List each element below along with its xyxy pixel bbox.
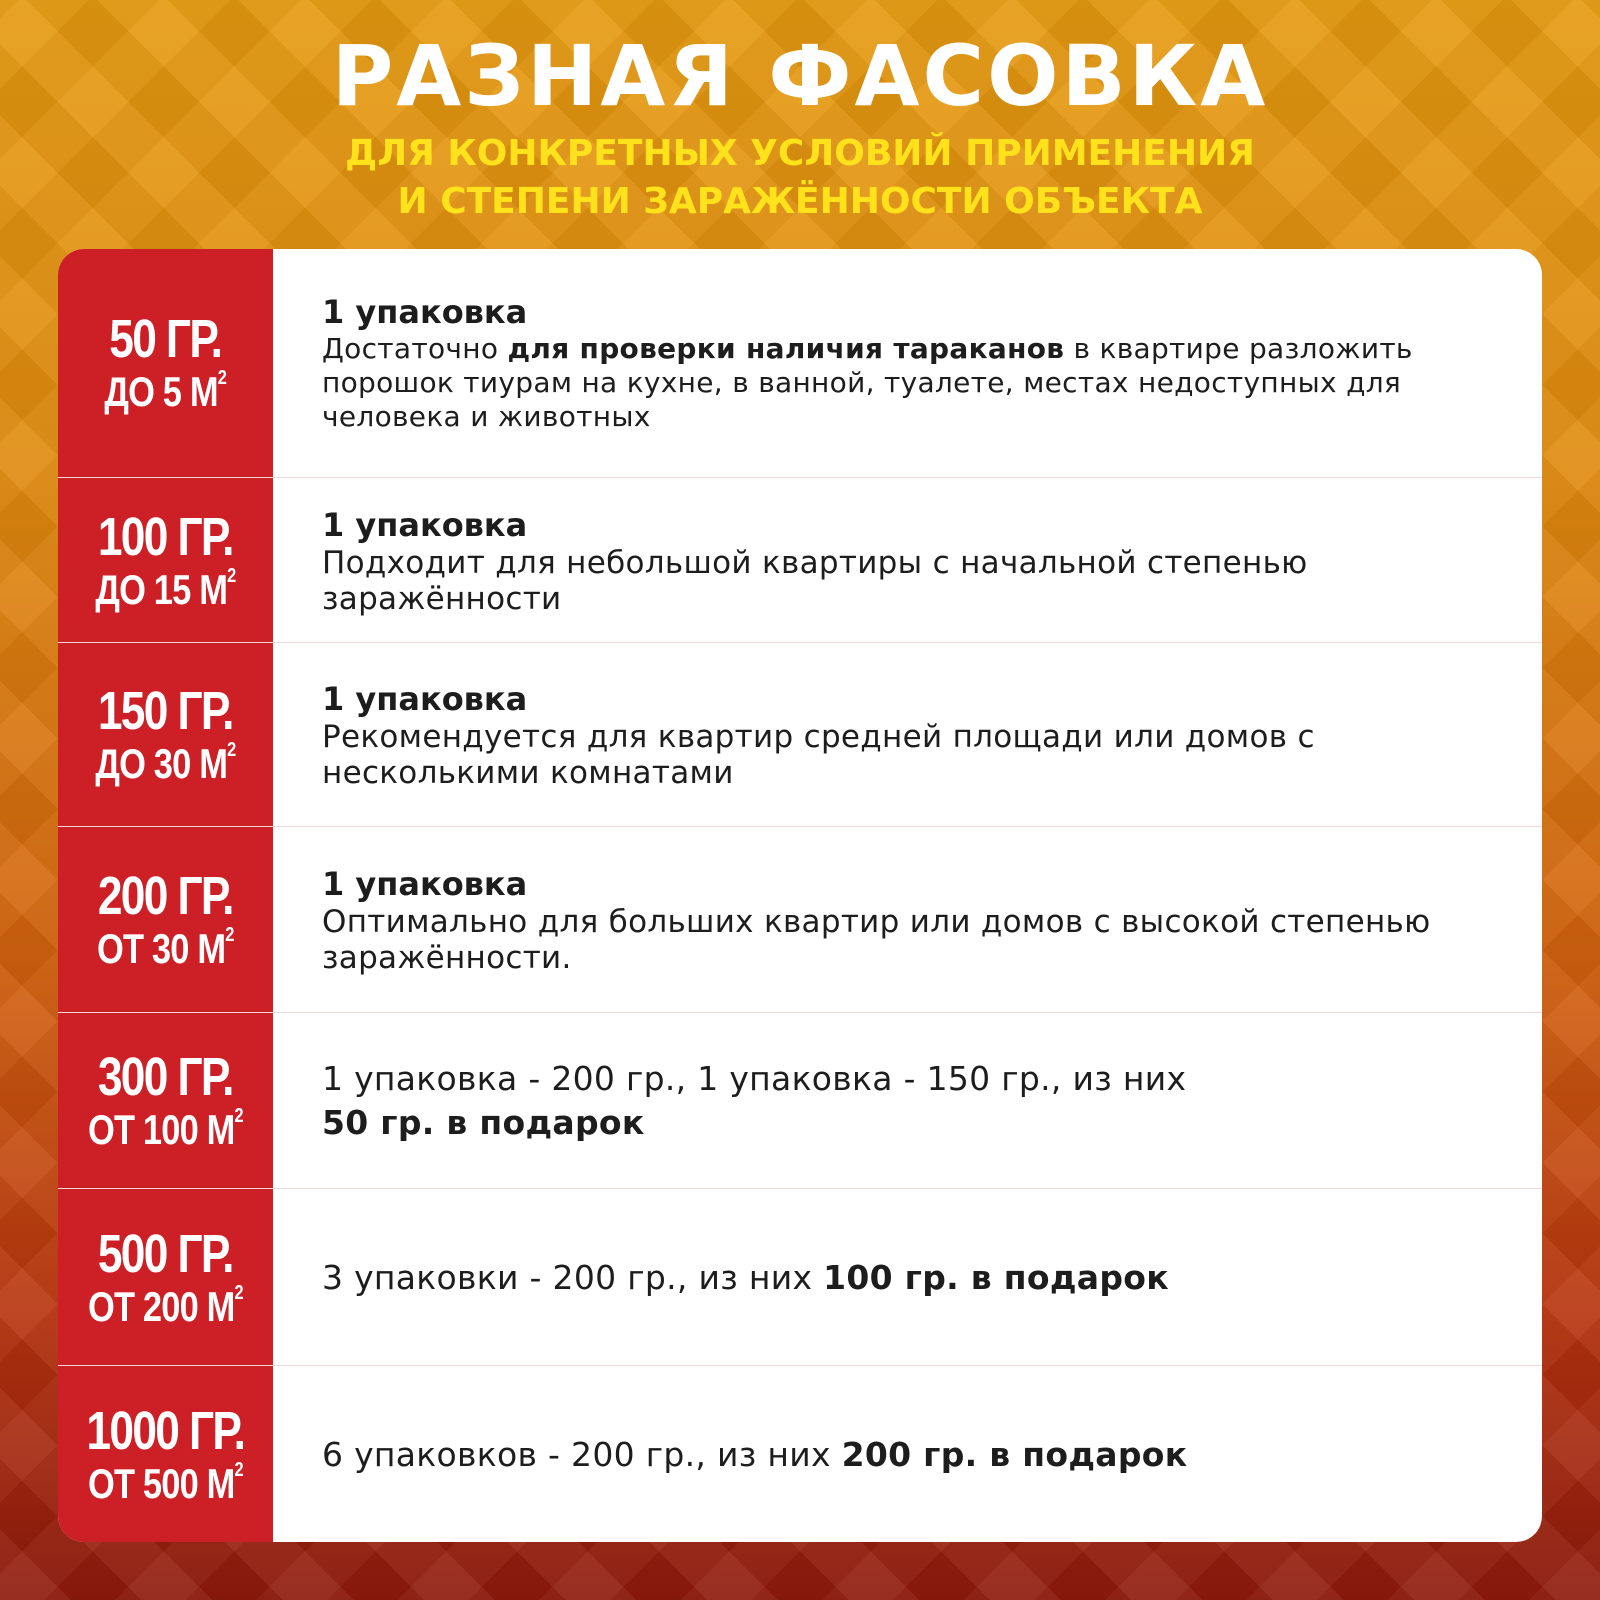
- size-cell: [58, 1013, 273, 1189]
- area-label: ОТ 500 $М^2$: [88, 1458, 243, 1507]
- packaging-table: [58, 249, 1542, 1542]
- description-text: Оптимально для больших квартир или домов с высокой степенью заражённости.: [322, 904, 1431, 976]
- weight-label: 100 ГР.: [97, 506, 233, 567]
- description-cell: [273, 1013, 1542, 1189]
- area-label: ОТ 200 $М^2$: [88, 1281, 243, 1330]
- size-cell: [58, 827, 273, 1013]
- description-cell: [273, 827, 1542, 1013]
- weight-label: 50 ГР.: [109, 309, 222, 369]
- description-text: 1 упаковка - 200 гр., 1 упаковка - 150 гр., из них 50 гр. в подарок: [322, 1059, 1187, 1142]
- description-text: 3 упаковки - 200 гр., из них 100 гр. в подарок: [322, 1257, 1169, 1297]
- package-count: 1 упаковка: [322, 680, 528, 718]
- table-row: [58, 642, 1542, 827]
- subtitle-line-2: И СТЕПЕНИ ЗАРАЖЁННОСТИ ОБЪЕКТА: [397, 181, 1203, 222]
- header: [0, 0, 1600, 226]
- package-count: 1 упаковка: [322, 505, 528, 544]
- table-row: [58, 826, 1542, 1013]
- area-label: ОТ 30 $М^2$: [97, 924, 234, 972]
- weight-label: 150 ГР.: [97, 681, 233, 741]
- area-label: ДО 30 $М^2$: [95, 739, 236, 787]
- page-title: РАЗНАЯ ФАСОВКА: [331, 27, 1269, 125]
- size-cell: [58, 478, 273, 643]
- page-subtitle: [0, 130, 1600, 226]
- table-row: [58, 1365, 1542, 1542]
- size-cell: [58, 1366, 273, 1542]
- subtitle-line-1: ДЛЯ КОНКРЕТНЫХ УСЛОВИЙ ПРИМЕНЕНИЯ: [345, 133, 1255, 174]
- weight-label: 500 ГР.: [97, 1223, 233, 1284]
- description-cell: [273, 1189, 1542, 1366]
- weight-label: 200 ГР.: [97, 866, 233, 926]
- description-text: Подходит для небольшой квартиры с начальной степенью заражённости: [322, 544, 1308, 617]
- weight-label: 300 ГР.: [97, 1047, 233, 1107]
- description-cell: [273, 643, 1542, 827]
- description-cell: [273, 478, 1542, 643]
- area-label: ДО 15 $М^2$: [95, 564, 236, 613]
- package-count: 1 упаковка: [322, 865, 528, 903]
- package-count: 1 упаковка: [322, 293, 528, 331]
- description-text: Рекомендуется для квартир средней площади или домов с несколькими комнатами: [322, 719, 1315, 791]
- description-text: Достаточно для проверки наличия тараканов в квартире разложить порошок тиурам на кухне, в ванной, туалете, местах недоступных для человека и животных: [322, 332, 1413, 433]
- size-cell: [58, 643, 273, 827]
- size-cell: [58, 1189, 273, 1366]
- description-text: 6 упаковков - 200 гр., из них 200 гр. в подарок: [322, 1434, 1188, 1474]
- description-cell: [273, 249, 1542, 477]
- description-cell: [273, 1366, 1542, 1542]
- size-cell: [58, 249, 273, 477]
- table-row: [58, 477, 1542, 643]
- weight-label: 1000 ГР.: [86, 1400, 245, 1461]
- table-row: [58, 249, 1542, 477]
- area-label: ОТ 100 $М^2$: [88, 1105, 243, 1153]
- table-row: [58, 1188, 1542, 1366]
- table-row: [58, 1012, 1542, 1189]
- area-label: ДО 5 $М^2$: [104, 367, 227, 415]
